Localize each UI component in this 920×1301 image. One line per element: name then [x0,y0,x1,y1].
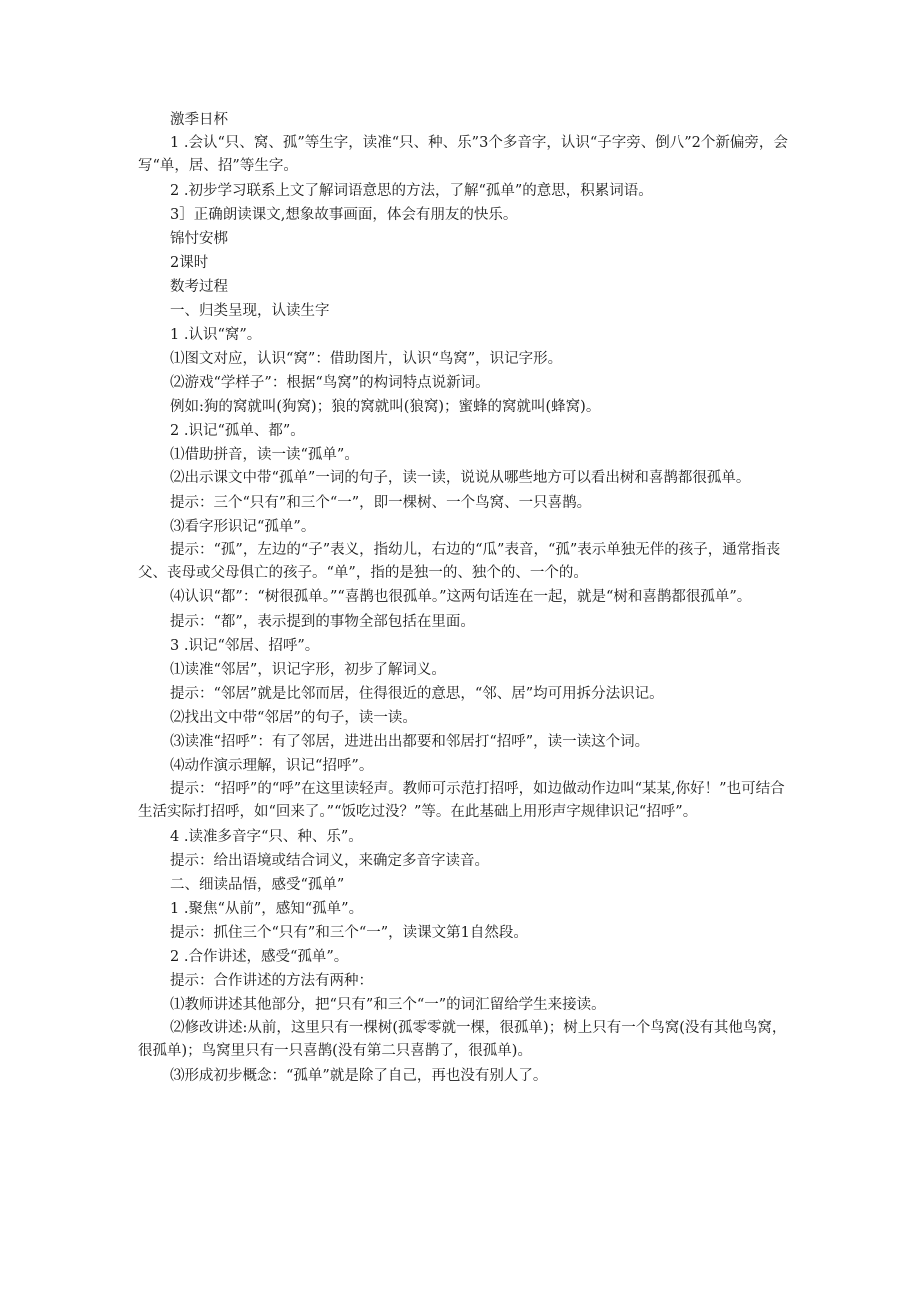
text-line: ⑶读准“招呼”：有了邻居，进进出出都要和邻居打“招呼”，读一读这个词。 [170,734,650,750]
text-line: 2课时 [170,255,209,271]
text-line: 数考过程 [170,279,228,295]
text-line: 1 .认识“窝”。 [170,327,262,343]
text-line: ⑶形成初步概念：“孤单”就是除了自己，再也没有别人了。 [170,1068,548,1084]
text-line: 1 .聚焦“从前”，感知“孤单”。 [170,901,364,917]
text-line: ⑵游戏“学样子”：根据“鸟窝”的构词特点说新词。 [170,375,490,391]
text-line: 3］正确朗读课文,想象故事画面，体会有朋友的快乐。 [170,207,518,223]
text-line: ⑷动作演示理解，识记“招呼”。 [170,758,374,774]
text-line: ⑵找出文中带“邻居”的句子，读一读。 [170,710,417,726]
text-line: 4 .读准多音字“只、种、乐”。 [170,829,363,845]
text-line: 例如:狗的窝就叫(狗窝)；狼的窝就叫(狼窝)；蜜蜂的窝就叫(蜂窝)。 [170,399,601,415]
text-line: 提示：“孤”，左边的“子”表义，指幼儿，右边的“瓜”表音，“孤”表示单独无伴的孩子，通常指丧父、丧母或父母俱亡的孩子。“单”，指的是独一的、独个的、一个的。 [138,542,781,581]
text-line: ⑷认识“都”：“树很孤单。”“喜鹊也很孤单。”这两句话连在一起，就是“树和喜鹊都很孤单”。 [170,589,752,605]
text-line: 1 .会认“只、窝、孤”等生字，读准“只、种、乐”3个多音字，认识“子字旁、倒八”2个新偏旁，会写“单，居、招”等生字。 [138,135,788,174]
text-line: ⑴读准“邻居”，识记字形，初步了解词义。 [170,662,446,678]
text-line: 二、细读品悟，感受“孤单” [170,877,345,893]
text-line: 一、归类呈现，认读生字 [170,303,330,319]
text-line: ⑵修改讲述:从前，这里只有一棵树(孤零零就一棵，很孤单)；树上只有一个鸟窝(没有其他鸟窝，很孤单)；鸟窝里只有一只喜鹊(没有第二只喜鹊了，很孤单)。 [138,1020,787,1059]
text-line: 锦忖安梆 [170,231,228,247]
text-line: 提示：“招呼”的“呼”在这里读轻声。教师可示范打招呼，如边做动作边叫“某某,你好！”也可结合生活实际打招呼，如“回来了。”“饭吃过没？”等。在此基础上用形声字规律识记“招呼”。 [138,781,785,820]
text-line: 提示：“都”，表示提到的事物全部包括在里面。 [170,614,475,630]
text-line: 激季日杯 [170,112,228,128]
text-line: 提示：“邻居”就是比邻而居，住得很近的意思，“邻、居”均可用拆分法识记。 [170,686,664,702]
document-page [138,108,788,1088]
text-line: 提示：抓住三个“只有”和三个“一”，读课文第1自然段。 [170,925,528,941]
text-line: 提示：给出语境或结合词义，来确定多音字读音。 [170,853,489,869]
text-line: ⑴教师讲述其他部分，把“只有”和三个“一”的词汇留给学生来接读。 [170,997,606,1013]
text-line: ⑵出示课文中带“孤单”一词的句子，读一读，说说从哪些地方可以看出树和喜鹊都很孤单。 [170,470,751,486]
text-line: 提示：合作讲述的方法有两种： [170,973,373,989]
text-line: ⑴图文对应，认识“窝”：借助图片，认识“鸟窝”，识记字形。 [170,351,563,367]
text-line: 2 .合作讲述，感受“孤单”。 [170,949,349,965]
text-line: 提示：三个“只有”和三个“一”，即一棵树、一个鸟窝、一只喜鹊。 [170,495,592,511]
text-line: ⑶看字形识记“孤单”。 [170,519,316,535]
text-line: 3 .识记“邻居、招呼”。 [170,638,320,654]
text-line: 2 .识记“孤单、都”。 [170,423,305,439]
text-line: 2 .初步学习联系上文了解词语意思的方法，了解“孤单”的意思，积累词语。 [170,183,653,199]
text-line: ⑴借助拼音，读一读“孤单”。 [170,447,359,463]
